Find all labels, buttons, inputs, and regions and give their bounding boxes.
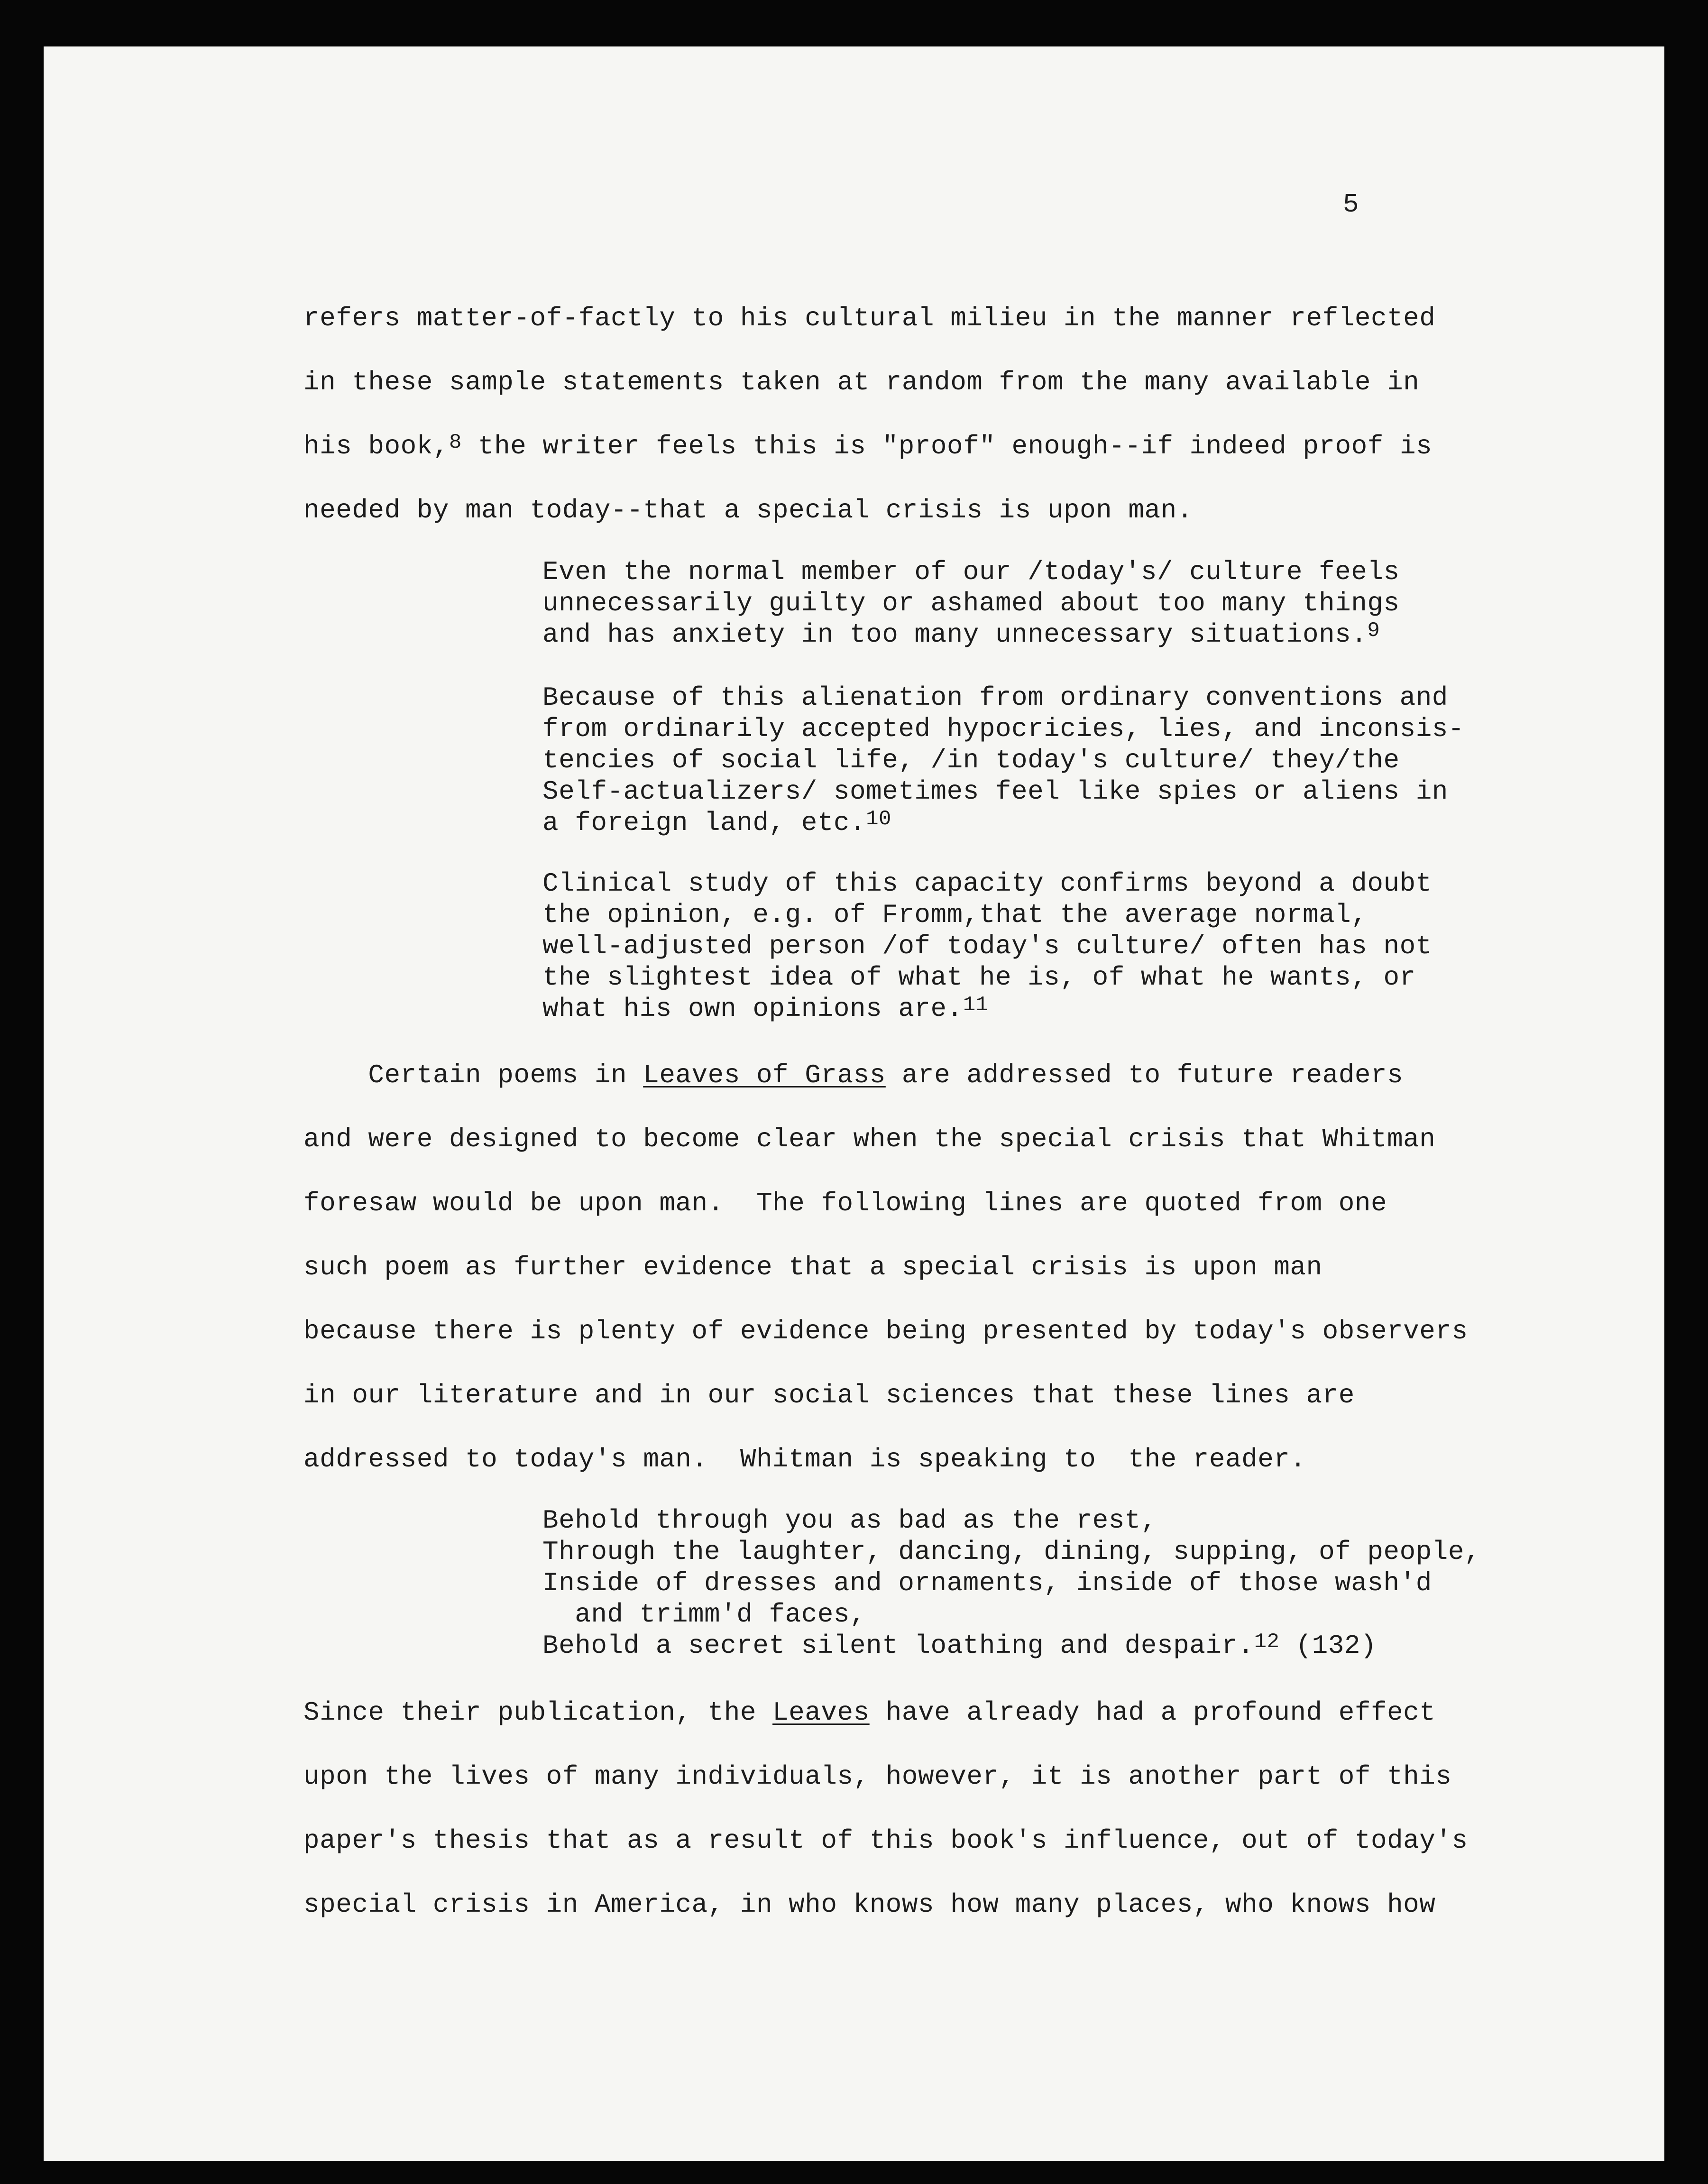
book-title: Leaves xyxy=(772,1697,870,1728)
body-line: paper's thesis that as a result of this book's influence, out of today's xyxy=(303,1825,1468,1856)
quote-line: Clinical study of this capacity confirms beyond a doubt xyxy=(542,868,1432,899)
footnote-ref: 11 xyxy=(963,993,989,1017)
body-line: in these sample statements taken at random from the many available in xyxy=(303,367,1420,397)
book-title: Leaves of Grass xyxy=(643,1060,886,1090)
body-line: refers matter-of-factly to his cultural milieu in the manner reflected xyxy=(303,303,1436,333)
body-line: his book,$^8$ the writer feels this is "proof" enough--if indeed proof is xyxy=(303,431,1433,461)
poem-line: Behold a secret silent loathing and despair.$^{12}$ (132) xyxy=(542,1630,1377,1661)
quote-line: well-adjusted person /of today's culture/ often has not xyxy=(542,931,1432,961)
body-line: in our literature and in our social sciences that these lines are xyxy=(303,1380,1355,1410)
body-line: because there is plenty of evidence being presented by today's observers xyxy=(303,1316,1468,1346)
body-line: upon the lives of many individuals, however, it is another part of this xyxy=(303,1761,1452,1792)
poem-line: Behold through you as bad as the rest, xyxy=(542,1505,1157,1536)
body-line: and were designed to become clear when the special crisis that Whitman xyxy=(303,1124,1436,1154)
quote-line: Because of this alienation from ordinary conventions and xyxy=(542,682,1448,713)
quote-line: Even the normal member of our /today's/ culture feels xyxy=(542,557,1400,587)
quote-line: from ordinarily accepted hypocricies, lies, and inconsis- xyxy=(542,714,1465,744)
footnote-ref: 9 xyxy=(1367,619,1380,643)
quote-line: the slightest idea of what he is, of what he wants, or xyxy=(542,962,1416,993)
quote-line: the opinion, e.g. of Fromm,that the average normal, xyxy=(542,900,1368,930)
quote-line: unnecessarily guilty or ashamed about too many things xyxy=(542,588,1400,618)
body-line: needed by man today--that a special crisis is upon man. xyxy=(303,495,1193,525)
body-line: such poem as further evidence that a special crisis is upon man xyxy=(303,1252,1322,1282)
body-line: Certain poems in Leaves of Grass are addressed to future readers xyxy=(303,1060,1404,1090)
poem-line: and trimm'd faces, xyxy=(542,1599,866,1630)
footnote-ref: 8 xyxy=(449,431,462,454)
quote-line: what his own opinions are.$^{11}$ xyxy=(542,993,989,1024)
quote-line: and has anxiety in too many unnecessary situations.$^9$ xyxy=(542,619,1380,650)
footnote-ref: 12 xyxy=(1254,1630,1280,1654)
body-line: special crisis in America, in who knows how many places, who knows how xyxy=(303,1889,1436,1920)
page-number: 5 xyxy=(1343,189,1359,220)
quote-line: tencies of social life, /in today's culture/ they/the xyxy=(542,745,1400,775)
quote-line: Self-actualizers/ sometimes feel like spies or aliens in xyxy=(542,776,1448,807)
quote-line: a foreign land, etc.$^{10}$ xyxy=(542,807,891,838)
body-line: foresaw would be upon man. The following lines are quoted from one xyxy=(303,1188,1387,1218)
body-line: Since their publication, the Leaves have already had a profound effect xyxy=(303,1697,1436,1728)
document-page xyxy=(44,46,1664,2161)
poem-line: Inside of dresses and ornaments, inside of those wash'd xyxy=(542,1568,1432,1598)
poem-line: Through the laughter, dancing, dining, supping, of people, xyxy=(542,1537,1481,1567)
body-line: addressed to today's man. Whitman is speaking to the reader. xyxy=(303,1444,1306,1474)
footnote-ref: 10 xyxy=(866,807,891,831)
